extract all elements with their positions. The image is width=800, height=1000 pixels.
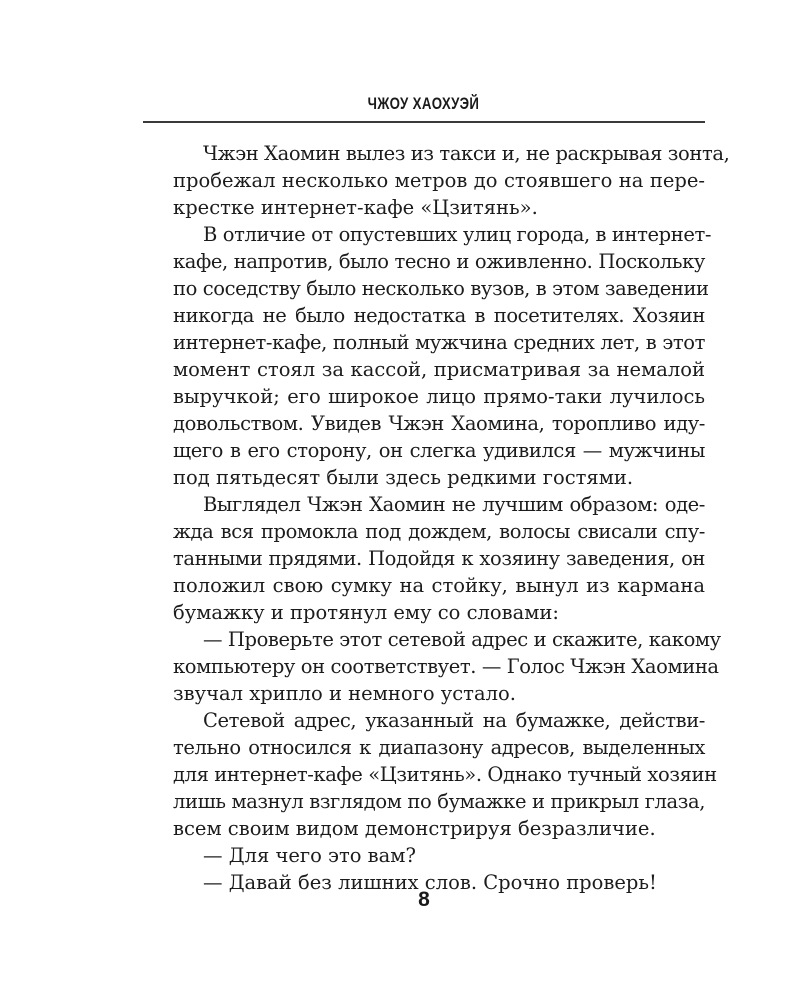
text-line: по соседству было несколько вузов, в этом заведении (173, 277, 709, 300)
text-line: кафе, напротив, было тесно и оживленно. Поскольку (173, 250, 705, 273)
body-text (143, 140, 730, 896)
text-line: — Проверьте этот сетевой адрес и скажите, какому (203, 628, 721, 651)
text-line: Чжэн Хаомин вылез из такси и, не раскрывая зонта, (203, 142, 730, 165)
text-line: под пятьдесят были здесь редкими гостями. (173, 466, 634, 489)
text-line: щего в его сторону, он слегка удивился — мужчины (173, 439, 705, 462)
text-line: никогда не было недостатка в посетителях. Хозяин (173, 304, 705, 327)
text-line: жда вся промокла под дождем, волосы свисали спу- (173, 520, 705, 543)
text-line: пробежал несколько метров до стоявшего на пере- (173, 169, 705, 192)
text-line: для интернет-кафе «Цзитянь». Однако тучный хозяин (173, 763, 717, 786)
paragraph-5 (143, 707, 717, 842)
text-line: В отличие от опустевших улиц города, в интернет- (203, 223, 712, 246)
text-line: лишь мазнул взглядом по бумажке и прикрыл глаза, (173, 790, 705, 813)
text-line: звучал хрипло и немного устало. (173, 682, 516, 705)
text-line: крестке интернет-кафе «Цзитянь». (173, 196, 538, 219)
text-line: довольством. Увидев Чжэн Хаомина, торопливо иду- (173, 412, 705, 435)
text-line: — Для чего это вам? (203, 844, 416, 867)
text-line: выручкой; его широкое лицо прямо-таки лучилось (173, 385, 705, 408)
text-line: интернет-кафе, полный мужчина средних лет, в этот (173, 331, 705, 354)
text-line: компьютеру он соответствует. — Голос Чжэн Хаомина (173, 655, 719, 678)
text-line: танными прядями. Подойдя к хозяину заведения, он (173, 547, 705, 570)
header-rule (143, 121, 705, 123)
paragraph-4 (143, 626, 721, 707)
paragraph-1 (143, 140, 730, 221)
text-line: Сетевой адрес, указанный на бумажке, действи- (203, 709, 705, 732)
page-number: 8 (418, 888, 430, 911)
paragraph-6 (143, 842, 705, 869)
paragraph-2 (143, 221, 712, 491)
paragraph-3 (143, 491, 705, 626)
running-header-title: ЧЖОУ ХАОХУЭЙ (367, 94, 480, 113)
text-line: положил свою сумку на стойку, вынул из кармана (173, 574, 705, 597)
text-line: момент стоял за кассой, присматривая за немалой (173, 358, 705, 381)
text-line: всем своим видом демонстрируя безразличие. (173, 817, 656, 840)
text-line: Выглядел Чжэн Хаомин не лучшим образом: оде- (203, 493, 705, 516)
text-line: — Давай без лишних слов. Срочно проверь! (203, 871, 657, 894)
text-line: тельно относился к диапазону адресов, выделенных (173, 736, 705, 759)
text-line: бумажку и протянул ему со словами: (173, 601, 559, 624)
